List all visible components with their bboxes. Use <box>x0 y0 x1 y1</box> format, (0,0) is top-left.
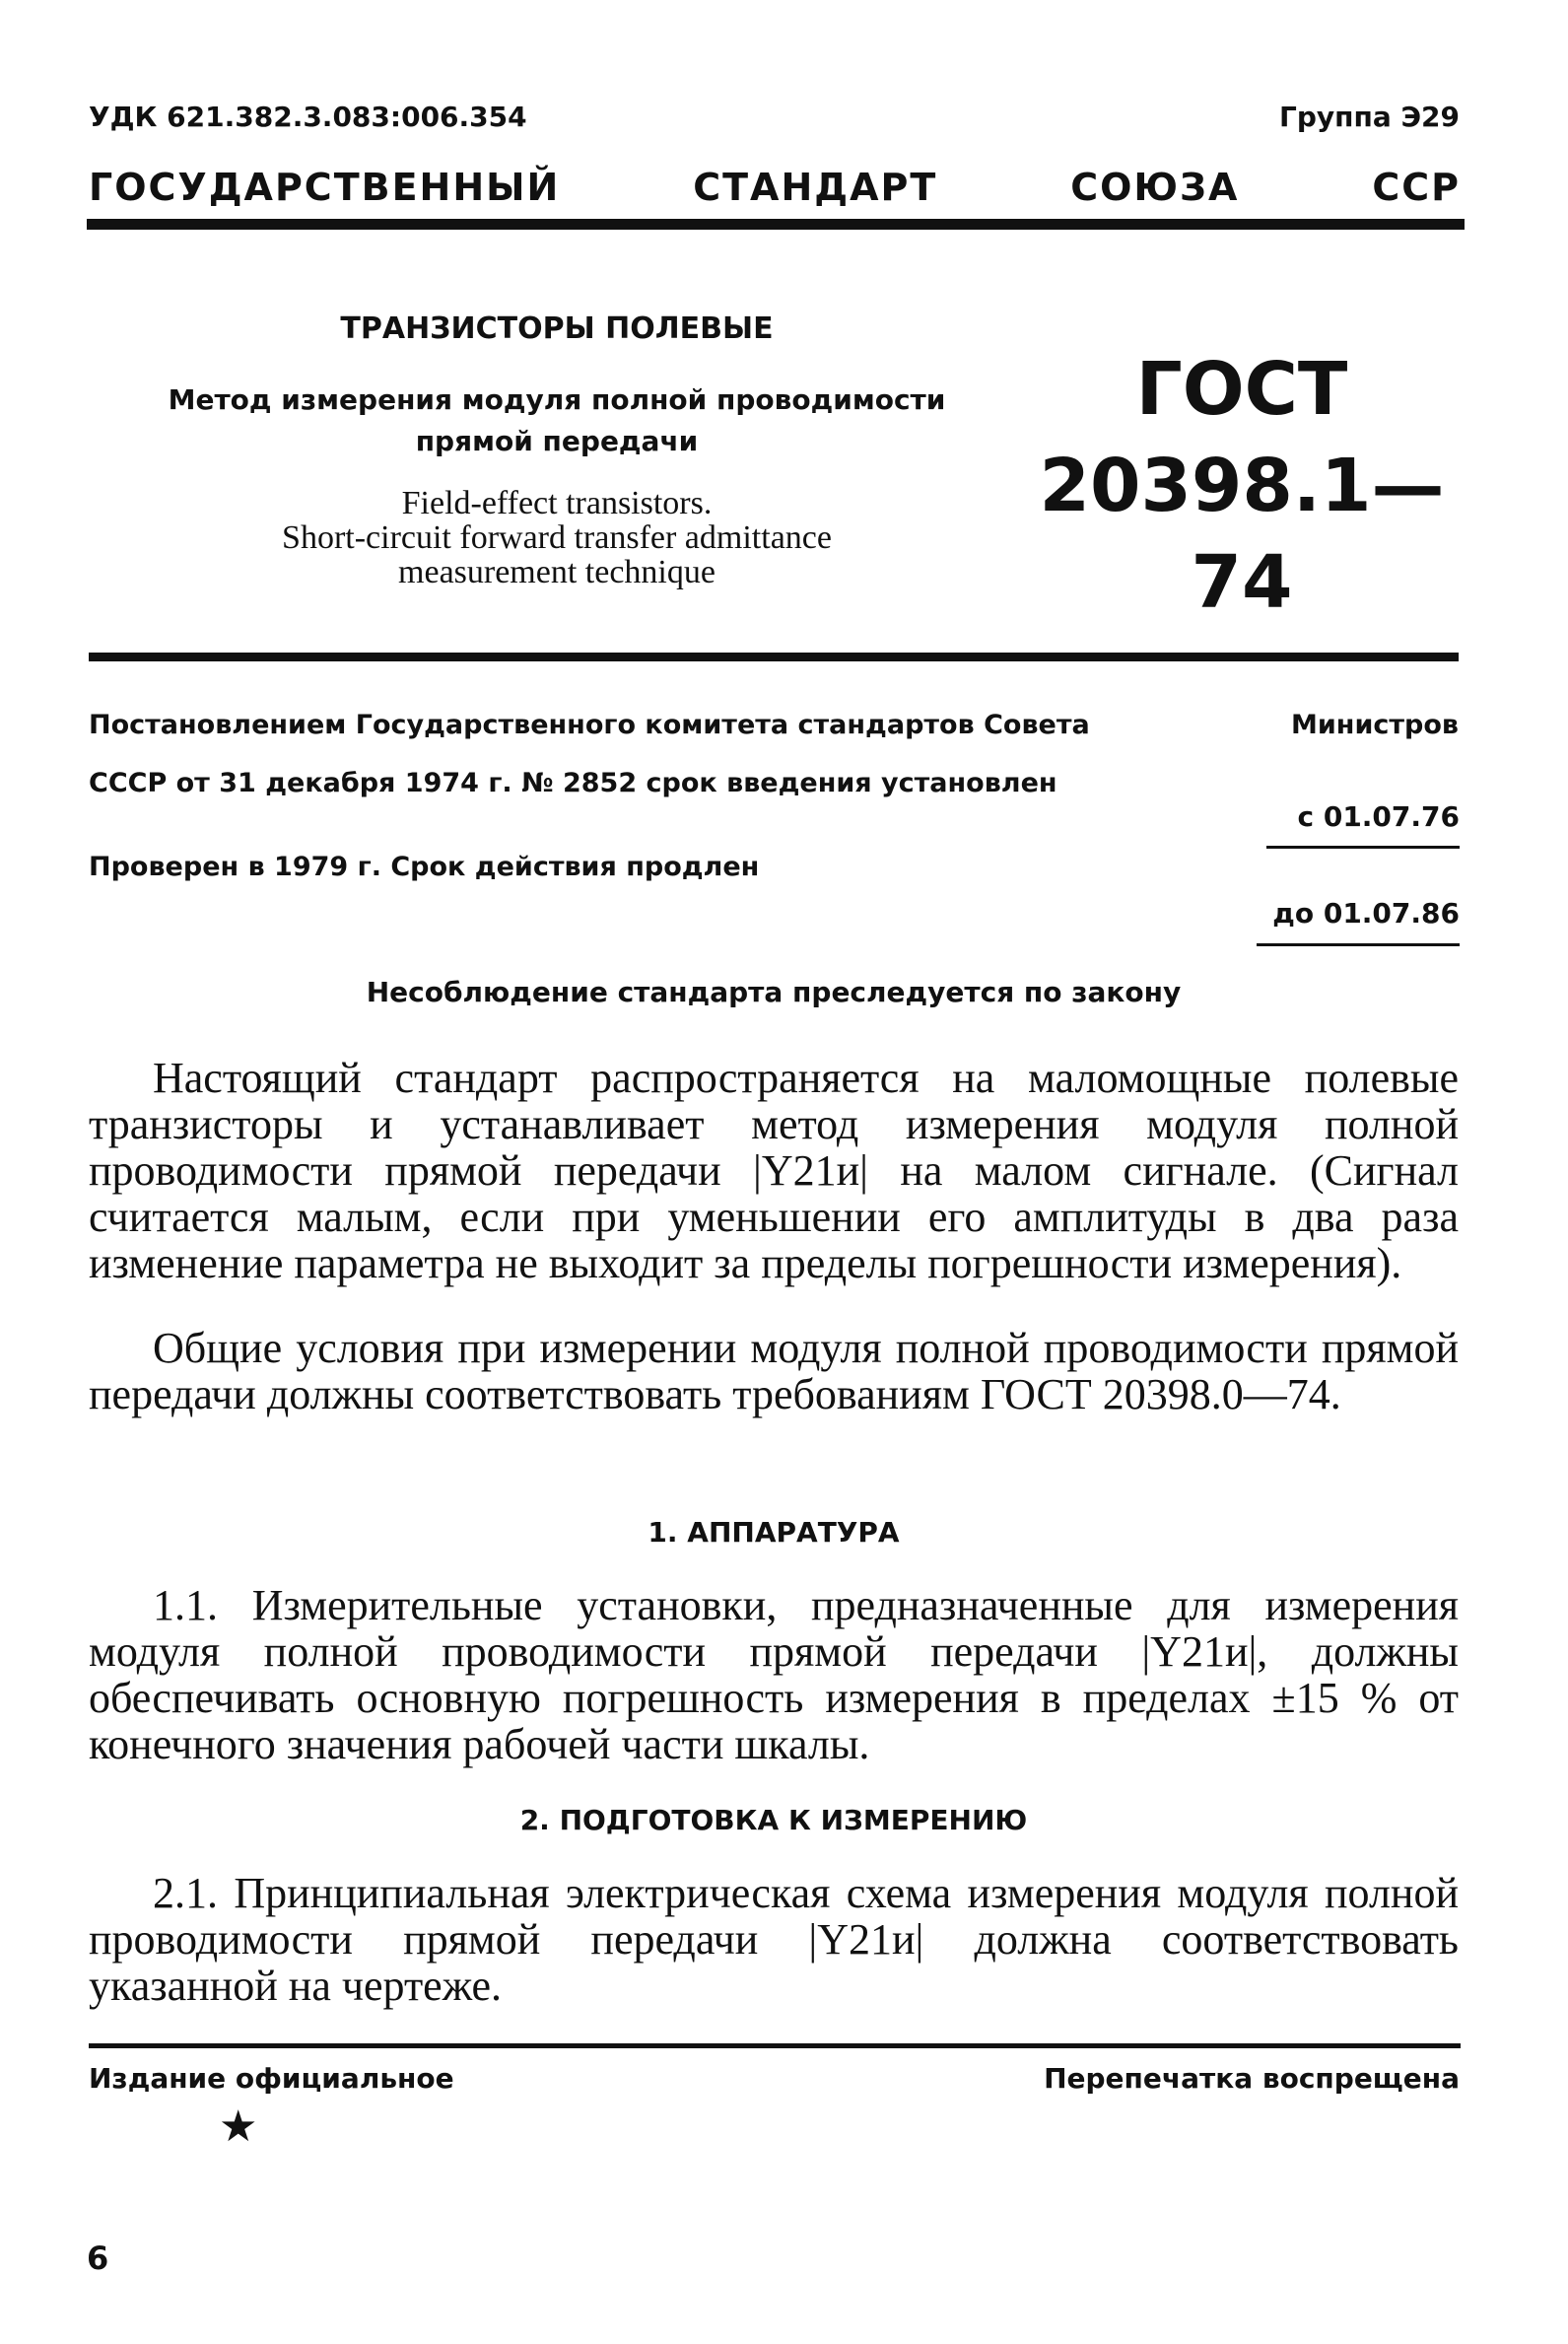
effective-date-from: с 01.07.76 <box>1297 800 1460 833</box>
decree-line2: СССР от 31 декабря 1974 г. № 2852 срок введения установлен <box>89 768 1057 798</box>
english-title-line1: Field-effect transistors. <box>401 485 713 521</box>
date-rule <box>1257 943 1460 946</box>
checked-note: Проверен в 1979 г. Срок действия продлен <box>89 852 760 882</box>
gost-designation <box>1025 341 1459 631</box>
star-icon: ★ <box>219 2103 258 2151</box>
reprint-prohibited: Перепечатка воспрещена <box>1044 2062 1460 2095</box>
title-block <box>89 311 1025 589</box>
group-code: Группа Э29 <box>1279 101 1460 133</box>
paragraph-general-conditions: Общие условия при измерении модуля полной проводимости прямой передачи должны соответствовать требованиям ГОСТ 20398.0—74. <box>89 1324 1459 1418</box>
udc-code: УДК 621.382.3.083:006.354 <box>89 101 527 133</box>
document-subtitle-line2: прямой передачи <box>415 425 699 457</box>
effective-date-to: до 01.07.86 <box>1272 897 1460 930</box>
page-number: 6 <box>87 2240 109 2277</box>
decree-block <box>89 710 1459 798</box>
english-title-line2: Short-circuit forward transfer admittance <box>282 519 832 556</box>
document-title: ТРАНЗИСТОРЫ ПОЛЕВЫЕ <box>340 311 774 346</box>
footer-rule <box>89 2043 1461 2048</box>
title-rule <box>89 653 1459 661</box>
paragraph-2-1: 2.1. Принципиальная электрическая схема измерения модуля полной проводимости прямой передачи |Y21и| должна соответствовать указанной на чертеже. <box>89 1869 1459 2010</box>
gost-number: 20398.1—74 <box>1039 444 1445 625</box>
section-heading-preparation: 2. ПОДГОТОВКА К ИЗМЕРЕНИЮ <box>519 1804 1028 1836</box>
decree-line1: Постановлением Государственного комитета стандартов Совета <box>89 710 1090 740</box>
paragraph-scope: Настоящий стандарт распространяется на маломощные полевые транзисторы и устанавливает метод измерения модуля полной проводимости прямой передачи |Y21и| на малом сигнале. (Сигнал считается малым, если при уменьшении его амплитуды в два раза изменение параметра не выходит за пределы погрешности измерения). <box>89 1054 1459 1287</box>
paragraph-1-1: 1.1. Измерительные установки, предназначенные для измерения модуля полной проводимости прямой передачи |Y21и|, должны обеспечивать основную погрешность измерения в пределах ±15 % от конечного значения рабочей части шкалы. <box>89 1581 1459 1768</box>
english-title-line3: measurement technique <box>398 554 716 590</box>
official-edition: Издание официальное <box>89 2062 454 2095</box>
document-subtitle-line1: Метод измерения модуля полной проводимости <box>168 383 946 416</box>
header-rule <box>87 219 1465 230</box>
section-heading-apparatus: 1. АППАРАТУРА <box>648 1516 900 1549</box>
state-standard-heading: ГОСУДАРСТВЕННЫЙ СТАНДАРТ СОЮЗА ССР <box>89 166 1461 209</box>
decree-line1-end: Министров <box>1291 710 1459 740</box>
gost-label: ГОСТ <box>1135 347 1348 432</box>
noncompliance-note: Несоблюдение стандарта преследуется по закону <box>366 976 1182 1008</box>
date-rule <box>1266 846 1460 849</box>
